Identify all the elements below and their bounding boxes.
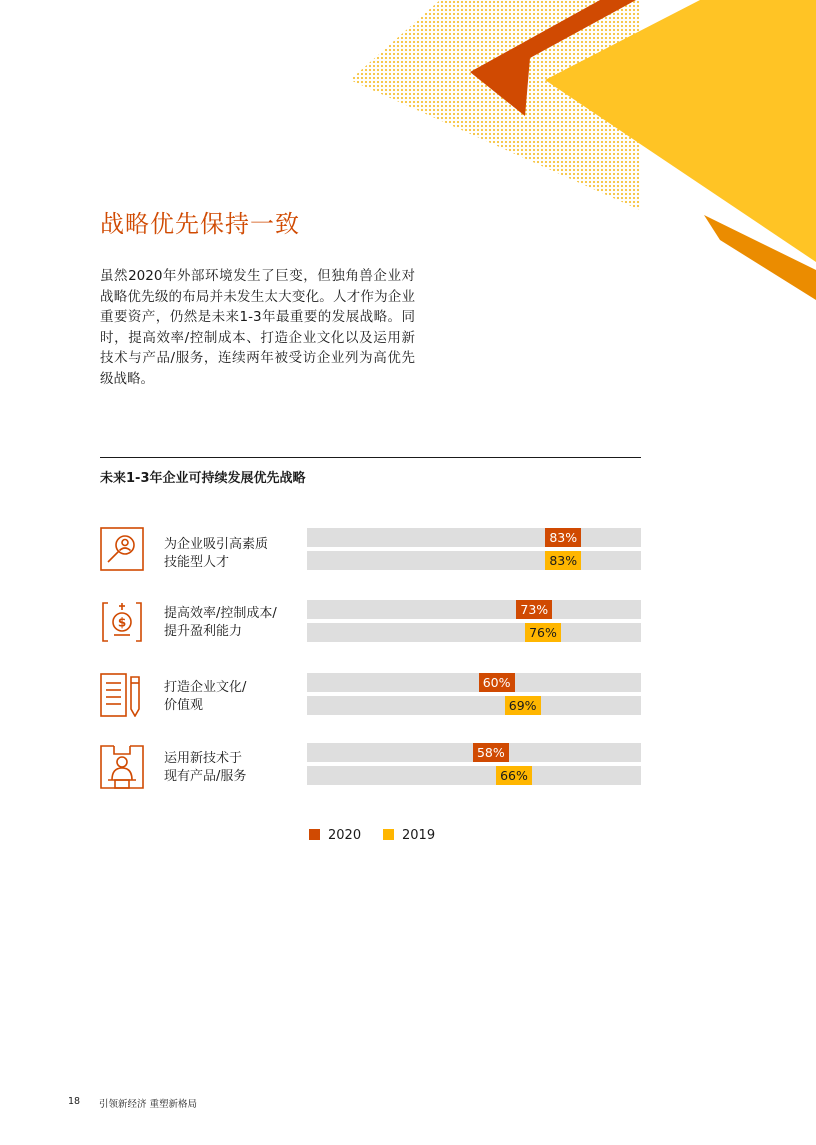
bar-value-label: 73% xyxy=(516,600,552,619)
bar-2019 xyxy=(307,623,527,642)
bar-track xyxy=(307,600,641,619)
bar-2019 xyxy=(307,551,547,570)
bar-track xyxy=(307,551,641,570)
category-label xyxy=(164,679,304,715)
category-label-line: 技能型人才 xyxy=(164,555,230,570)
intro-paragraph: 虽然2020年外部环境发生了巨变，但独角兽企业对战略优先级的布局并未发生太大变化。人才作为企业重要资产，仍然是未来1-3年最重要的发展战略。同时，提高效率/控制成本、打造企业文化以及运用新技术与产品/服务，连续两年被受访企业列为高优先级战略。 xyxy=(100,268,415,387)
category-label-line: 提升盈利能力 xyxy=(164,624,243,639)
bar-2020 xyxy=(307,528,547,547)
bar-track xyxy=(307,528,641,547)
category-label xyxy=(164,750,304,786)
legend-swatch xyxy=(383,829,394,840)
bar-value-label: 76% xyxy=(525,623,561,642)
bar-2020 xyxy=(307,673,481,692)
bar-value-label: 69% xyxy=(505,696,541,715)
category-label-line: 现有产品/服务 xyxy=(164,769,247,784)
chart-title: 未来1-3年企业可持续发展优先战略 xyxy=(100,471,306,486)
bar-track xyxy=(307,673,641,692)
category-label-line: 提高效率/控制成本/ xyxy=(164,606,277,621)
section-title: 战略优先保持一致 xyxy=(100,210,300,238)
bar-value-label: 66% xyxy=(496,766,532,785)
legend-label: 2019 xyxy=(402,828,436,843)
bar-track xyxy=(307,766,641,785)
bar-2020 xyxy=(307,743,475,762)
category-label xyxy=(164,536,304,572)
bar-value-label: 83% xyxy=(545,551,581,570)
divider-line xyxy=(100,457,641,458)
category-label-line: 价值观 xyxy=(164,698,204,713)
bar-2019 xyxy=(307,696,507,715)
legend-item-2019 xyxy=(383,828,435,843)
bar-2020 xyxy=(307,600,518,619)
footer-title: 引领新经济 重塑新格局 xyxy=(99,1099,198,1110)
dollar-coin-icon xyxy=(100,600,144,644)
category-label-line: 打造企业文化/ xyxy=(164,680,247,695)
document-pen-icon xyxy=(100,673,144,717)
presenter-icon xyxy=(100,745,144,789)
category-label-line: 运用新技术于 xyxy=(164,751,243,766)
page-number: 18 xyxy=(68,1096,81,1107)
svg-text:$: $ xyxy=(117,615,127,630)
category-label xyxy=(164,605,304,641)
bar-track xyxy=(307,623,641,642)
legend-label: 2020 xyxy=(328,828,362,843)
bar-value-label: 60% xyxy=(479,673,515,692)
bar-2019 xyxy=(307,766,498,785)
category-label-line: 为企业吸引高素质 xyxy=(164,537,269,552)
bar-track xyxy=(307,696,641,715)
person-search-icon xyxy=(100,527,144,571)
bar-value-label: 83% xyxy=(545,528,581,547)
bar-value-label: 58% xyxy=(473,743,509,762)
bar-track xyxy=(307,743,641,762)
legend-swatch xyxy=(309,829,320,840)
legend-item-2020 xyxy=(309,828,361,843)
